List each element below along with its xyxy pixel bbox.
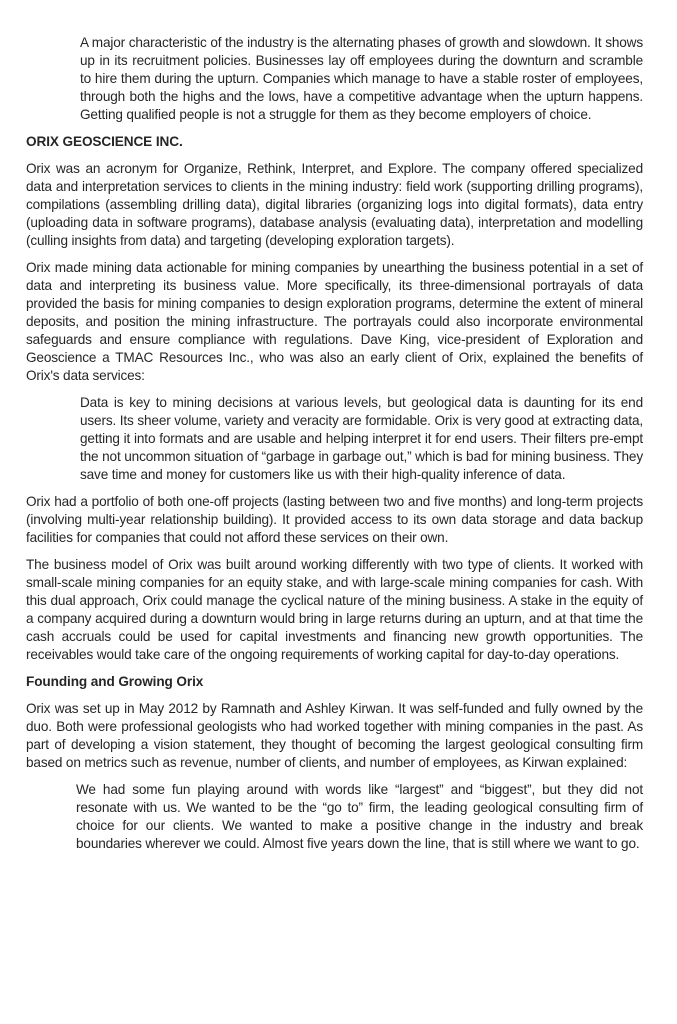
section-heading-orix-geoscience: ORIX GEOSCIENCE INC.	[26, 134, 183, 149]
paragraph-actionable-data: Orix made mining data actionable for mining companies by unearthing the business potential in a set of data and interpreting its business value. More specifically, its three-dimensional portrayals of data provided the basis for mining companies to design exploration programs, determine the extent of mineral deposits, and position the mining infrastructure. The portrayals could also incorporate environmental safeguards and ensure compliance with regulations. Dave King, vice-president of Exploration and Geoscience a TMAC Resources Inc., who was also an early client of Orix, explained the benefits of Orix's data services:	[26, 260, 643, 383]
block-quote-kirwan: We had some fun playing around with words like “largest” and “biggest”, but they did not resonate with us. We wanted to be the “go to” firm, the leading geological consulting firm of choice for our clients. We wanted to make a positive change in the industry and break boundaries wherever we could. Almost five years down the line, that is still where we want to go.	[76, 782, 643, 851]
paragraph-founding: Orix was set up in May 2012 by Ramnath and Ashley Kirwan. It was self-funded and fully owned by the duo. Both were professional geologists who had worked together with mining companies in the past. As part of developing a vision statement, they thought of becoming the largest geological consulting firm based on metrics such as revenue, number of clients, and number of employees, as Kirwan explained:	[26, 701, 643, 770]
block-quote-dave-king: Data is key to mining decisions at various levels, but geological data is daunting for its end users. Its sheer volume, variety and veracity are formidable. Orix is very good at extracting data, getting it into formats and are usable and helping interpret it for end users. Their filters pre-empt the not uncommon situation of “garbage in garbage out,” which is bad for mining business. They save time and money for customers like us with their high-quality inference of data.	[80, 395, 643, 482]
section-heading-founding: Founding and Growing Orix	[26, 674, 204, 689]
intro-block-quote: A major characteristic of the industry is the alternating phases of growth and slowdown. It shows up in its recruitment policies. Businesses lay off employees during the downturn and scramble to hire them during the upturn. Companies which manage to have a stable roster of employees, through both the highs and the lows, have a competitive advantage when the upturn happens. Getting qualified people is not a struggle for them as they become employers of choice.	[80, 35, 643, 122]
document-page	[26, 34, 643, 862]
paragraph-acronym: Orix was an acronym for Organize, Rethink, Interpret, and Explore. The company offered specialized data and interpretation services to clients in the mining industry: field work (supporting drilling programs), compilations (assembling drilling data), digital libraries (organizing logs into digital formats), data entry (uploading data in software programs), database analysis (evaluating data), interpretation and modelling (culling insights from data) and targeting (developing exploration targets).	[26, 161, 643, 248]
paragraph-portfolio: Orix had a portfolio of both one-off projects (lasting between two and five months) and long-term projects (involving multi-year relationship building). It provided access to its own data storage and data backup facilities for companies that could not afford these services on their own.	[26, 494, 643, 545]
paragraph-business-model: The business model of Orix was built around working differently with two type of clients. It worked with small-scale mining companies for an equity stake, and with large-scale mining companies for cash. With this dual approach, Orix could manage the cyclical nature of the mining business. A stake in the equity of a company acquired during a downturn would bring in large returns during an upturn, and at that time the cash accruals could be used for capital investments and financing new growth opportunities. The receivables would take care of the ongoing requirements of working capital for day-to-day operations.	[26, 557, 643, 662]
